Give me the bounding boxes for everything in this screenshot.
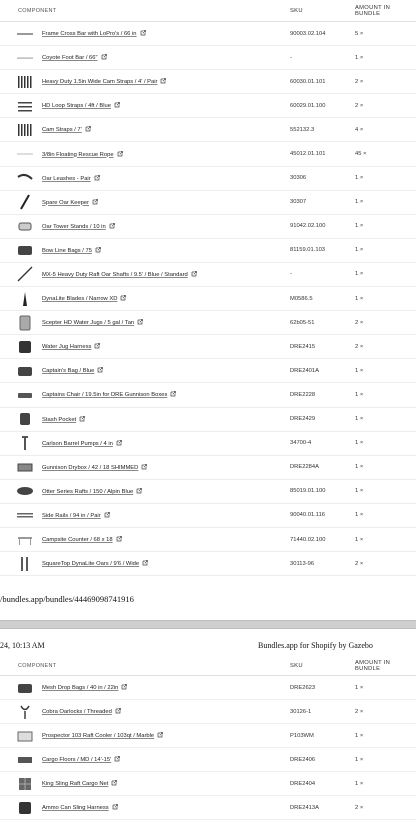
product-link[interactable] bbox=[42, 391, 176, 398]
component-header: COMPONENT bbox=[18, 7, 57, 14]
product-link[interactable] bbox=[42, 416, 85, 423]
sku-cell: DRE2623 bbox=[290, 684, 316, 691]
product-name: Frame Cross Bar with LoPro's / 66 in bbox=[42, 31, 137, 38]
product-thumbnail bbox=[16, 73, 34, 91]
amount-cell: 2 × bbox=[355, 804, 364, 811]
product-name: Carlson Barrel Pumps / 4 in bbox=[42, 440, 113, 447]
sku-cell: - bbox=[290, 54, 292, 61]
external-link-icon bbox=[140, 30, 146, 36]
amount-cell: 1 × bbox=[355, 199, 364, 206]
table-row bbox=[0, 552, 416, 576]
amount-cell: 4 × bbox=[355, 126, 364, 133]
sku-cell: M0586.5 bbox=[290, 295, 313, 302]
product-link[interactable] bbox=[42, 367, 103, 374]
amount-cell: 1 × bbox=[355, 536, 364, 543]
amount-cell: 1 × bbox=[355, 684, 364, 691]
product-thumbnail bbox=[16, 145, 34, 163]
leash-icon bbox=[16, 169, 34, 187]
amount-cell: 1 × bbox=[355, 512, 364, 519]
external-link-icon bbox=[92, 199, 98, 205]
external-link-icon bbox=[120, 295, 126, 301]
sku-cell: 552132.3 bbox=[290, 126, 315, 133]
sku-cell: 90040.01.116 bbox=[290, 512, 326, 519]
amount-cell: 2 × bbox=[355, 102, 364, 109]
component-cell bbox=[0, 25, 290, 43]
product-thumbnail bbox=[16, 290, 34, 308]
external-link-icon bbox=[136, 488, 142, 494]
amount-cell: 2 × bbox=[355, 560, 364, 567]
amount-cell: 1 × bbox=[355, 732, 364, 739]
harness-icon bbox=[16, 338, 34, 356]
component-cell bbox=[0, 482, 290, 500]
amount-header: AMOUNT IN BUNDLE bbox=[355, 659, 391, 672]
sku-cell: 91042.02.100 bbox=[290, 223, 326, 230]
external-link-icon bbox=[191, 271, 197, 277]
product-link[interactable] bbox=[42, 732, 163, 739]
pocket-icon bbox=[16, 410, 34, 428]
bundle-components-table-continued bbox=[0, 656, 416, 820]
product-name: Captains Chair / 19.5in for DRE Gunnison Boxes bbox=[42, 392, 168, 399]
product-name: Heavy Duty 1.5in Wide Cam Straps / 4' / Pair bbox=[42, 79, 158, 86]
amount-cell: 1 × bbox=[355, 223, 364, 230]
product-link[interactable] bbox=[42, 708, 121, 715]
product-name: Cam Straps / 7' bbox=[42, 127, 82, 134]
amount-cell: 45 × bbox=[355, 151, 367, 158]
product-thumbnail bbox=[16, 482, 34, 500]
product-thumbnail bbox=[16, 751, 34, 769]
product-thumbnail bbox=[16, 241, 34, 259]
product-thumbnail bbox=[16, 97, 34, 115]
table-row bbox=[0, 215, 416, 239]
component-cell bbox=[0, 679, 290, 697]
table-row bbox=[0, 263, 416, 287]
external-link-icon bbox=[97, 367, 103, 373]
amount-cell: 1 × bbox=[355, 175, 364, 182]
product-link[interactable] bbox=[42, 30, 146, 37]
table-row bbox=[0, 432, 416, 456]
sku-header: SKU bbox=[290, 7, 303, 14]
component-cell bbox=[0, 145, 290, 163]
amount-cell: 1 × bbox=[355, 440, 364, 447]
product-name: Mesh Drop Bags / 40 in / 22in bbox=[42, 685, 119, 691]
sku-cell: 85019.01.100 bbox=[290, 488, 326, 495]
product-link[interactable] bbox=[42, 199, 98, 206]
sku-cell: DRE2228 bbox=[290, 391, 316, 398]
cargo-net-icon bbox=[16, 775, 34, 793]
component-cell bbox=[0, 338, 290, 356]
drybox-icon bbox=[16, 458, 34, 476]
table-row bbox=[0, 772, 416, 796]
sku-cell: 60030.01.101 bbox=[290, 78, 326, 85]
external-link-icon bbox=[112, 804, 118, 810]
product-thumbnail bbox=[16, 217, 34, 235]
component-cell bbox=[0, 362, 290, 380]
product-link[interactable] bbox=[42, 223, 115, 230]
component-cell bbox=[0, 799, 290, 817]
external-link-icon bbox=[104, 512, 110, 518]
product-link[interactable] bbox=[42, 464, 147, 471]
table-row bbox=[0, 191, 416, 215]
amount-cell: 1 × bbox=[355, 416, 364, 423]
product-name: Gunnison Drybox / 42 / 18 SHIMMED bbox=[42, 464, 139, 471]
sku-cell: DRE2284A bbox=[290, 464, 320, 471]
table-row bbox=[0, 408, 416, 432]
product-thumbnail bbox=[16, 506, 34, 524]
product-link[interactable] bbox=[42, 295, 126, 302]
pump-icon bbox=[16, 434, 34, 452]
rope-icon bbox=[16, 145, 34, 163]
product-thumbnail bbox=[16, 775, 34, 793]
external-link-icon bbox=[114, 756, 120, 762]
product-name: Otter Series Rafts / 150 / Alpin Blue bbox=[42, 488, 134, 495]
sku-cell: 30126-1 bbox=[290, 708, 312, 715]
sku-cell: DRE2406 bbox=[290, 756, 316, 763]
external-link-icon bbox=[101, 54, 107, 60]
product-name: SquareTop DynaLite Oars / 9'6 / Wide bbox=[42, 561, 140, 568]
product-name: Water Jug Harness bbox=[42, 344, 92, 351]
chair-icon bbox=[16, 386, 34, 404]
product-link[interactable] bbox=[42, 343, 100, 350]
amount-cell: 1 × bbox=[355, 464, 364, 471]
table-row bbox=[0, 167, 416, 191]
amount-cell: 5 × bbox=[355, 30, 364, 37]
table-row bbox=[0, 700, 416, 724]
external-link-icon bbox=[95, 247, 101, 253]
product-thumbnail bbox=[16, 193, 34, 211]
product-link[interactable] bbox=[42, 151, 123, 158]
amount-cell: 1 × bbox=[355, 488, 364, 495]
external-link-icon bbox=[85, 126, 91, 132]
product-thumbnail bbox=[16, 458, 34, 476]
component-cell bbox=[0, 775, 290, 793]
component-cell bbox=[0, 73, 290, 91]
side-rail-icon bbox=[16, 506, 34, 524]
table-row bbox=[0, 142, 416, 166]
product-name: Scepter HD Water Jugs / 5 gal / Tan bbox=[42, 320, 135, 327]
crossbar-icon bbox=[16, 25, 34, 43]
product-link[interactable] bbox=[42, 126, 91, 133]
component-cell bbox=[0, 241, 290, 259]
bag-icon bbox=[16, 679, 34, 697]
external-link-icon bbox=[94, 343, 100, 349]
product-link[interactable] bbox=[42, 756, 120, 763]
component-cell bbox=[0, 506, 290, 524]
component-cell bbox=[0, 265, 290, 283]
sku-cell: DRE2429 bbox=[290, 416, 316, 423]
external-link-icon bbox=[116, 440, 122, 446]
page-url: /bundles.app/bundles/44469098741916 bbox=[0, 594, 134, 604]
component-cell bbox=[0, 49, 290, 67]
product-link[interactable] bbox=[42, 560, 148, 567]
product-link[interactable] bbox=[42, 102, 120, 109]
product-thumbnail bbox=[16, 531, 34, 549]
sku-cell: P103WM bbox=[290, 732, 314, 739]
external-link-icon bbox=[157, 732, 163, 738]
product-thumbnail bbox=[16, 265, 34, 283]
product-name: Oar Leashes - Pair bbox=[42, 175, 91, 182]
oar-keeper-icon bbox=[16, 193, 34, 211]
product-name: Stash Pocket bbox=[42, 416, 77, 423]
table-row bbox=[0, 383, 416, 407]
amount-cell: 1 × bbox=[355, 54, 364, 61]
cargo-floor-icon bbox=[16, 751, 34, 769]
product-name: Bow Line Bags / 75 bbox=[42, 247, 92, 254]
sku-cell: 30113-96 bbox=[290, 560, 315, 567]
external-link-icon bbox=[79, 416, 85, 422]
foot-bar-icon bbox=[16, 49, 34, 67]
product-thumbnail bbox=[16, 555, 34, 573]
sku-cell: DRE2413A bbox=[290, 804, 320, 811]
table-row bbox=[0, 118, 416, 142]
table-row bbox=[0, 456, 416, 480]
product-thumbnail bbox=[16, 679, 34, 697]
product-name: Coyote Foot Bar / 66" bbox=[42, 55, 98, 62]
product-link[interactable] bbox=[42, 440, 122, 447]
product-name: Cobra Oarlocks / Threaded bbox=[42, 709, 112, 715]
sku-cell: - bbox=[290, 271, 292, 278]
external-link-icon bbox=[111, 780, 117, 786]
bag-icon bbox=[16, 241, 34, 259]
oar-tower-icon bbox=[16, 217, 34, 235]
component-cell bbox=[0, 121, 290, 139]
oars-icon bbox=[16, 555, 34, 573]
product-link[interactable] bbox=[42, 319, 143, 326]
component-cell bbox=[0, 555, 290, 573]
external-link-icon bbox=[141, 464, 147, 470]
component-cell bbox=[0, 169, 290, 187]
cam-straps-icon bbox=[16, 73, 34, 91]
sku-cell: 90003.02.104 bbox=[290, 30, 326, 37]
sku-cell: 45012.01.101 bbox=[290, 151, 326, 158]
product-name: Oar Tower Stands / 10 in bbox=[42, 223, 106, 230]
amount-cell: 1 × bbox=[355, 247, 364, 254]
product-thumbnail bbox=[16, 25, 34, 43]
amount-cell: 1 × bbox=[355, 756, 364, 763]
table-row bbox=[0, 724, 416, 748]
product-link[interactable] bbox=[42, 78, 166, 85]
table-row bbox=[0, 94, 416, 118]
sku-cell: 30307 bbox=[290, 199, 307, 206]
product-link[interactable] bbox=[42, 247, 101, 254]
sku-cell: 34700-4 bbox=[290, 440, 312, 447]
product-thumbnail bbox=[16, 410, 34, 428]
amount-cell: 2 × bbox=[355, 78, 364, 85]
external-link-icon bbox=[121, 684, 127, 690]
harness-icon bbox=[16, 799, 34, 817]
bag-icon bbox=[16, 362, 34, 380]
table-row bbox=[0, 676, 416, 700]
product-name: DynaLite Blades / Narrow XD bbox=[42, 296, 118, 303]
table-row bbox=[0, 311, 416, 335]
component-cell bbox=[0, 314, 290, 332]
print-title: Bundles.app for Shopify by Gazebo bbox=[258, 641, 373, 650]
product-thumbnail bbox=[16, 727, 34, 745]
component-cell bbox=[0, 727, 290, 745]
component-cell bbox=[0, 290, 290, 308]
amount-header: AMOUNT IN BUNDLE bbox=[355, 4, 391, 17]
component-cell bbox=[0, 217, 290, 235]
table-row bbox=[0, 22, 416, 46]
table-row bbox=[0, 528, 416, 552]
product-link[interactable] bbox=[42, 780, 117, 787]
component-cell bbox=[0, 410, 290, 428]
table-row bbox=[0, 287, 416, 311]
table-row bbox=[0, 748, 416, 772]
amount-cell: 1 × bbox=[355, 367, 364, 374]
product-link[interactable] bbox=[42, 175, 100, 182]
sku-cell: 81159.01.103 bbox=[290, 247, 326, 254]
table-row bbox=[0, 335, 416, 359]
external-link-icon bbox=[170, 391, 176, 397]
component-cell bbox=[0, 193, 290, 211]
table-row bbox=[0, 359, 416, 383]
external-link-icon bbox=[142, 560, 148, 566]
product-name: 3/8in Floating Rescue Rope bbox=[42, 151, 114, 158]
table-row bbox=[0, 70, 416, 94]
water-jug-icon bbox=[16, 314, 34, 332]
product-name: HD Loop Straps / 4ft / Blue bbox=[42, 103, 111, 110]
product-thumbnail bbox=[16, 338, 34, 356]
product-thumbnail bbox=[16, 314, 34, 332]
sku-header: SKU bbox=[290, 662, 303, 669]
external-link-icon bbox=[114, 102, 120, 108]
table-row bbox=[0, 46, 416, 70]
external-link-icon bbox=[117, 151, 123, 157]
product-name: Campsite Counter / 68 x 18 bbox=[42, 537, 113, 544]
product-link[interactable] bbox=[42, 488, 142, 495]
component-cell bbox=[0, 434, 290, 452]
table-header bbox=[0, 0, 416, 22]
product-name: Spare Oar Keeper bbox=[42, 199, 90, 206]
product-thumbnail bbox=[16, 169, 34, 187]
cooler-icon bbox=[16, 727, 34, 745]
amount-cell: 1 × bbox=[355, 391, 364, 398]
component-cell bbox=[0, 751, 290, 769]
blade-icon bbox=[16, 290, 34, 308]
amount-cell: 2 × bbox=[355, 319, 364, 326]
product-link[interactable] bbox=[42, 512, 110, 519]
external-link-icon bbox=[109, 223, 115, 229]
amount-cell: 1 × bbox=[355, 271, 364, 278]
sku-cell: 71440.02.100 bbox=[290, 536, 326, 543]
product-name: King Sling Raft Cargo Net bbox=[42, 781, 109, 787]
counter-icon bbox=[16, 531, 34, 549]
product-name: MX-5 Heavy Duty Raft Oar Shafts / 9.5' / Blue / Standard bbox=[42, 271, 188, 278]
amount-cell: 2 × bbox=[355, 343, 364, 350]
component-header: COMPONENT bbox=[18, 662, 57, 669]
product-thumbnail bbox=[16, 386, 34, 404]
product-thumbnail bbox=[16, 434, 34, 452]
external-link-icon bbox=[94, 175, 100, 181]
product-thumbnail bbox=[16, 703, 34, 721]
amount-cell: 1 × bbox=[355, 780, 364, 787]
oar-shaft-icon bbox=[16, 265, 34, 283]
table-row bbox=[0, 480, 416, 504]
product-name: Cargo Floors / MD / 14'-15' bbox=[42, 757, 112, 763]
product-name: Captain's Bag / Blue bbox=[42, 368, 95, 375]
external-link-icon bbox=[160, 78, 166, 84]
sku-cell: 60029.01.100 bbox=[290, 102, 326, 109]
amount-cell: 1 × bbox=[355, 295, 364, 302]
product-thumbnail bbox=[16, 49, 34, 67]
product-thumbnail bbox=[16, 362, 34, 380]
component-cell bbox=[0, 386, 290, 404]
component-cell bbox=[0, 458, 290, 476]
product-link[interactable] bbox=[42, 684, 127, 691]
product-thumbnail bbox=[16, 121, 34, 139]
product-thumbnail bbox=[16, 799, 34, 817]
sku-cell: DRE2415 bbox=[290, 343, 316, 350]
product-link[interactable] bbox=[42, 536, 122, 543]
sku-cell: DRE2401A bbox=[290, 367, 320, 374]
raft-icon bbox=[16, 482, 34, 500]
product-link[interactable] bbox=[42, 804, 118, 811]
table-header bbox=[0, 656, 416, 676]
table-row bbox=[0, 504, 416, 528]
component-cell bbox=[0, 97, 290, 115]
product-link[interactable] bbox=[42, 54, 107, 61]
amount-cell: 2 × bbox=[355, 708, 364, 715]
product-link[interactable] bbox=[42, 271, 197, 278]
product-name: Ammo Can Sling Harness bbox=[42, 805, 109, 811]
product-name: Prospector 103 Raft Cooler / 103qt / Marble bbox=[42, 733, 155, 739]
oarlock-icon bbox=[16, 703, 34, 721]
sku-cell: 30306 bbox=[290, 175, 307, 182]
product-name: Side Rails / 94 in / Pair bbox=[42, 512, 101, 519]
sku-cell: DRE2404 bbox=[290, 780, 316, 787]
external-link-icon bbox=[115, 708, 121, 714]
sku-cell: 62b05-51 bbox=[290, 319, 315, 326]
table-row bbox=[0, 796, 416, 820]
component-cell bbox=[0, 531, 290, 549]
print-timestamp: 24, 10:13 AM bbox=[0, 641, 45, 650]
external-link-icon bbox=[116, 536, 122, 542]
loop-straps-icon bbox=[16, 97, 34, 115]
page-break bbox=[0, 620, 416, 629]
component-cell bbox=[0, 703, 290, 721]
external-link-icon bbox=[137, 319, 143, 325]
table-row bbox=[0, 239, 416, 263]
cam-straps-icon bbox=[16, 121, 34, 139]
